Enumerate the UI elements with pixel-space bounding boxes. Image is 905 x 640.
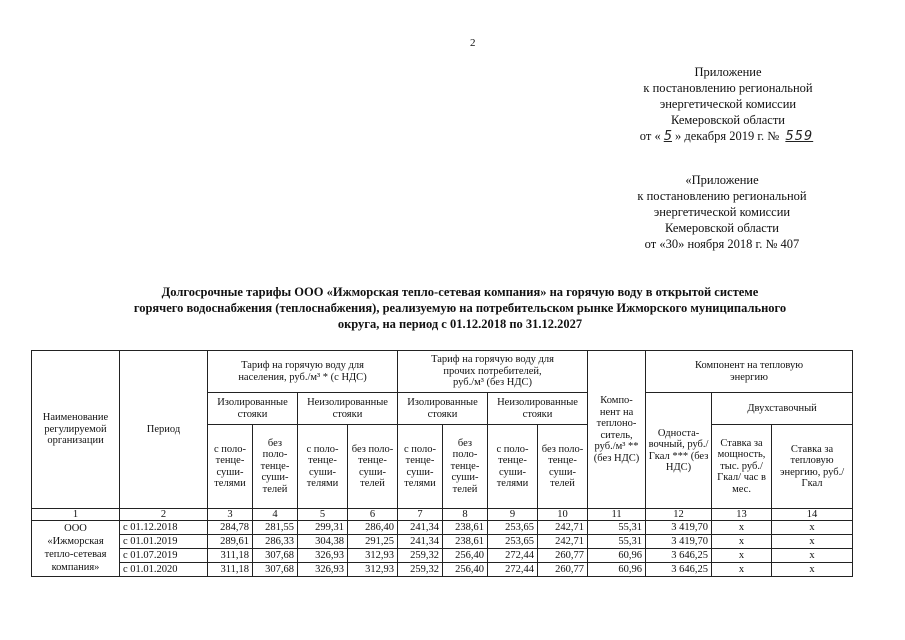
title-line3: округа, на период с 01.12.2018 по 31.12.2027: [337, 317, 583, 331]
value-cell: 60,96: [588, 549, 646, 563]
header-energy-line2: энергию: [730, 371, 768, 383]
value-cell: 260,77: [538, 563, 588, 577]
col-num: 13: [712, 509, 772, 521]
col-num: 11: [588, 509, 646, 521]
value-cell: 241,34: [398, 535, 443, 549]
value-cell: 3 419,70: [646, 535, 712, 549]
value-cell: х: [772, 563, 853, 577]
col-num: 7: [398, 509, 443, 521]
appendix-current-line1: Приложение: [694, 65, 762, 79]
col-num: 14: [772, 509, 853, 521]
col-num: 12: [646, 509, 712, 521]
header-other-tariff: [398, 351, 588, 393]
org-name-line: компания»: [51, 562, 100, 573]
header-pop-ins-with: с поло-тенце-суши-телями: [208, 425, 253, 509]
value-cell: 299,31: [298, 521, 348, 535]
header-population-tariff: [208, 351, 398, 393]
value-cell: 253,65: [488, 521, 538, 535]
header-pop-uninsulated: Неизолированные стояки: [298, 393, 398, 425]
value-cell: 304,38: [298, 535, 348, 549]
appendix-current-line2: к постановлению региональной: [643, 81, 813, 95]
appendix-previous-line3: энергетической комиссии: [653, 205, 791, 219]
value-cell: 312,93: [348, 549, 398, 563]
header-energy-rate: Ставка за тепловую энергию, руб./Гкал: [772, 425, 853, 509]
value-cell: 253,65: [488, 535, 538, 549]
value-cell: 307,68: [253, 563, 298, 577]
col-num: 1: [32, 509, 120, 521]
value-cell: 3 646,25: [646, 549, 712, 563]
tariff-table: [31, 350, 853, 577]
col-num: 9: [488, 509, 538, 521]
header-pop-unins-with: с поло-тенце-суши-телями: [298, 425, 348, 509]
table-row: [32, 549, 853, 563]
header-coolant-component: Компо-нент на теплоно-ситель, руб./м³ ** (без НДС): [588, 351, 646, 509]
header-single-rate: Односта-вочный, руб./Гкал *** (без НДС): [646, 393, 712, 509]
header-other-unins-without: без поло-тенце-суши-телей: [538, 425, 588, 509]
header-energy-component: [646, 351, 853, 393]
table-row: [32, 521, 853, 535]
col-num: 5: [298, 509, 348, 521]
table-row: [32, 563, 853, 577]
value-cell: 311,18: [208, 549, 253, 563]
value-cell: 326,93: [298, 563, 348, 577]
appendix-previous-block: [612, 172, 832, 252]
value-cell: 260,77: [538, 549, 588, 563]
period-cell: с 01.01.2019: [120, 535, 208, 549]
value-cell: 259,32: [398, 549, 443, 563]
value-cell: 256,40: [443, 563, 488, 577]
value-cell: 272,44: [488, 563, 538, 577]
handwritten-number: 559: [785, 129, 814, 144]
org-name-line: ООО: [64, 523, 87, 534]
value-cell: 242,71: [538, 535, 588, 549]
header-pop-line2: населения, руб./м³ * (с НДС): [238, 371, 367, 383]
title-line1: Долгосрочные тарифы ООО «Ижморская тепло-сетевая компания» на горячую воду в открытой системе: [161, 285, 759, 299]
table-row: [32, 535, 853, 549]
appendix-date-suffix: » декабря 2019 г. №: [675, 129, 780, 143]
col-num: 10: [538, 509, 588, 521]
value-cell: 238,61: [443, 535, 488, 549]
header-capacity-rate: Ставка за мощность, тыс. руб./ Гкал/ час в мес.: [712, 425, 772, 509]
value-cell: 3 646,25: [646, 563, 712, 577]
value-cell: 241,34: [398, 521, 443, 535]
period-cell: с 01.07.2019: [120, 549, 208, 563]
title-line2: горячего водоснабжения (теплоснабжения), реализуемую на потребительском рынке Ижморского муниципального: [133, 301, 787, 315]
value-cell: 284,78: [208, 521, 253, 535]
appendix-previous-line5: от «30» ноября 2018 г. № 407: [644, 237, 800, 251]
org-name-line: «Ижморская: [47, 536, 104, 547]
header-energy-line1: Компонент на тепловую: [694, 360, 804, 371]
org-name-line: тепло-сетевая: [44, 549, 107, 560]
header-other-line1: Тариф на горячую воду для: [431, 354, 554, 366]
value-cell: 3 419,70: [646, 521, 712, 535]
appendix-current-date-line: [618, 128, 838, 145]
handwritten-day: 5: [663, 129, 673, 144]
appendix-date-prefix: от «: [639, 129, 661, 143]
value-cell: х: [712, 521, 772, 535]
header-org: Наименование регулируемой организации: [32, 351, 120, 509]
appendix-previous-line2: к постановлению региональной: [637, 189, 807, 203]
appendix-current-block: [618, 64, 838, 145]
value-cell: 242,71: [538, 521, 588, 535]
col-num: 2: [120, 509, 208, 521]
value-cell: 312,93: [348, 563, 398, 577]
header-two-rate: Двухставочный: [712, 393, 853, 425]
value-cell: х: [712, 549, 772, 563]
header-other-insulated: Изолированные стояки: [398, 393, 488, 425]
appendix-previous-line1: «Приложение: [685, 173, 759, 187]
header-pop-line1: Тариф на горячую воду для: [241, 360, 364, 371]
value-cell: 272,44: [488, 549, 538, 563]
col-num: 3: [208, 509, 253, 521]
value-cell: 286,33: [253, 535, 298, 549]
value-cell: х: [772, 521, 853, 535]
header-other-ins-with: с поло-тенце-суши-телями: [398, 425, 443, 509]
value-cell: 259,32: [398, 563, 443, 577]
value-cell: 55,31: [588, 535, 646, 549]
header-other-uninsulated: Неизолированные стояки: [488, 393, 588, 425]
value-cell: 289,61: [208, 535, 253, 549]
value-cell: 281,55: [253, 521, 298, 535]
header-other-line3: руб./м³ (без НДС): [453, 377, 533, 389]
value-cell: 307,68: [253, 549, 298, 563]
value-cell: 238,61: [443, 521, 488, 535]
appendix-current-line4: Кемеровской области: [670, 113, 786, 127]
page-number: 2: [470, 37, 476, 49]
value-cell: х: [772, 535, 853, 549]
value-cell: 60,96: [588, 563, 646, 577]
value-cell: х: [712, 535, 772, 549]
value-cell: 55,31: [588, 521, 646, 535]
header-other-ins-without: без поло-тенце-суши-телей: [443, 425, 488, 509]
header-pop-ins-without: без поло-тенце-суши-телей: [253, 425, 298, 509]
appendix-previous-line4: Кемеровской области: [664, 221, 780, 235]
column-number-row: [32, 509, 853, 521]
value-cell: 286,40: [348, 521, 398, 535]
value-cell: 311,18: [208, 563, 253, 577]
header-other-line2: прочих потребителей,: [443, 365, 542, 377]
header-period: Период: [120, 351, 208, 509]
period-cell: с 01.12.2018: [120, 521, 208, 535]
header-pop-unins-without: без поло-тенце-суши-телей: [348, 425, 398, 509]
value-cell: х: [712, 563, 772, 577]
col-num: 4: [253, 509, 298, 521]
value-cell: х: [772, 549, 853, 563]
header-pop-insulated: Изолированные стояки: [208, 393, 298, 425]
header-other-unins-with: с поло-тенце-суши-телями: [488, 425, 538, 509]
appendix-current-line3: энергетической комиссии: [659, 97, 797, 111]
value-cell: 256,40: [443, 549, 488, 563]
value-cell: 326,93: [298, 549, 348, 563]
col-num: 6: [348, 509, 398, 521]
period-cell: с 01.01.2020: [120, 563, 208, 577]
document-title: [40, 284, 880, 332]
org-name-cell: [32, 521, 120, 577]
value-cell: 291,25: [348, 535, 398, 549]
col-num: 8: [443, 509, 488, 521]
